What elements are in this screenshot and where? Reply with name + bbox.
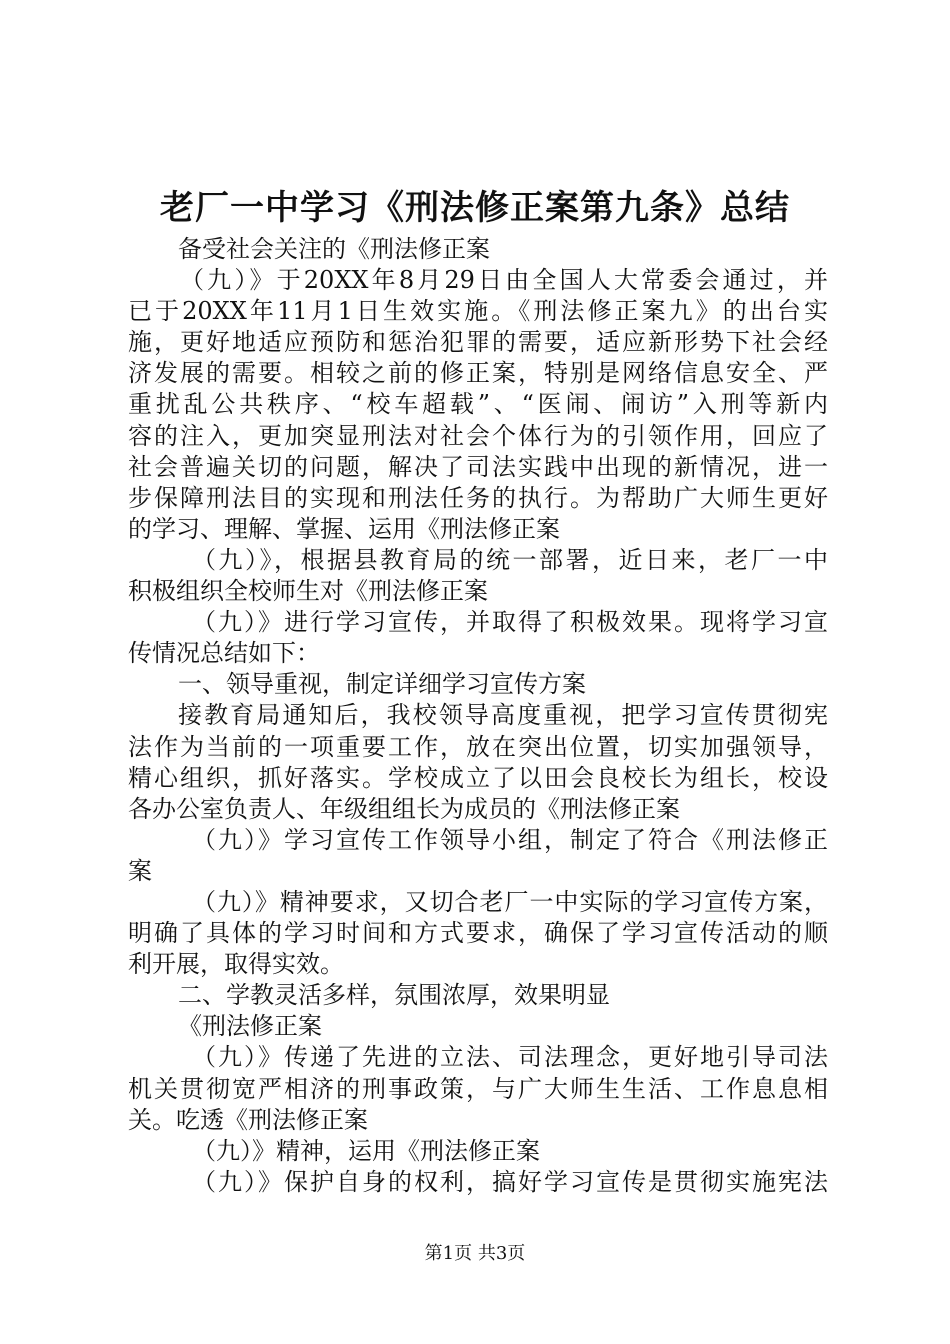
text-line: 备受社会关注的《刑法修正案 [178,235,490,263]
text-line: 明确了具体的学习时间和方式要求，确保了学习宣传活动的顺 [128,919,828,948]
document-title: 老厂一中学习《刑法修正案第九条》总结 [160,188,790,228]
text-line: 传情况总结如下： [128,639,320,668]
text-line: 重扰乱公共秩序、“校车超载”、“医闹、闹访”入刑等新内 [128,390,828,419]
document-body [128,234,828,1198]
text-line: 法作为当前的一项重要工作，放在突出位置，切实加强领导， [128,732,828,761]
section-heading: 一、领导重视，制定详细学习宣传方案 [178,670,586,699]
section-heading: 二、学教灵活多样，氛围浓厚，效果明显 [178,981,610,1010]
text-line: （九）》，根据县教育局的统一部署，近日来，老厂一中 [192,545,828,574]
text-line: 社会普遍关切的问题，解决了司法实践中出现的新情况，进一 [128,452,828,481]
text-line: 机关贯彻宽严相济的刑事政策，与广大师生生活、工作息息相 [128,1074,828,1103]
text-line: 《刑法修正案 [178,1012,322,1041]
text-line: 精心组织，抓好落实。学校成立了以田会良校长为组长，校设 [128,763,828,792]
text-line: （九）》精神，运用《刑法修正案 [192,1136,540,1165]
text-line: 各办公室负责人、年级组组长为成员的《刑法修正案 [128,794,680,823]
text-line: 的学习、理解、掌握、运用《刑法修正案 [128,514,560,543]
text-line: 积极组织全校师生对《刑法修正案 [128,577,488,606]
text-line: （九）》进行学习宣传，并取得了积极效果。现将学习宣 [192,608,828,637]
text-line: 关。吃透《刑法修正案 [128,1105,368,1134]
text-line: （九）》于20XX年8月29日由全国人大常委会通过，并 [180,266,828,295]
text-line: 施，更好地适应预防和惩治犯罪的需要，适应新形势下社会经 [128,328,828,357]
text-line: 容的注入，更加突显刑法对社会个体行为的引领作用，回应了 [128,421,828,450]
text-line: （九）》传递了先进的立法、司法理念，更好地引导司法 [192,1043,828,1072]
text-line: 步保障刑法目的实现和刑法任务的执行。为帮助广大师生更好 [128,483,828,512]
text-line: 接教育局通知后，我校领导高度重视，把学习宣传贯彻宪 [178,701,828,730]
text-line: 利开展，取得实效。 [128,950,344,979]
text-line: 已于20XX年11月1日生效实施。《刑法修正案九》的出台实 [128,297,828,326]
text-line: 济发展的需要。相较之前的修正案，特别是网络信息安全、严 [128,359,828,388]
text-line: （九）》学习宣传工作领导小组，制定了符合《刑法修正 [192,825,828,854]
text-line: 案 [128,856,152,885]
text-line: （九）》精神要求，又切合老厂一中实际的学习宣传方案， [192,887,828,916]
page-footer: 第1页 共3页 [424,1243,526,1264]
text-line: （九）》保护自身的权利，搞好学习宣传是贯彻实施宪法 [192,1167,828,1196]
